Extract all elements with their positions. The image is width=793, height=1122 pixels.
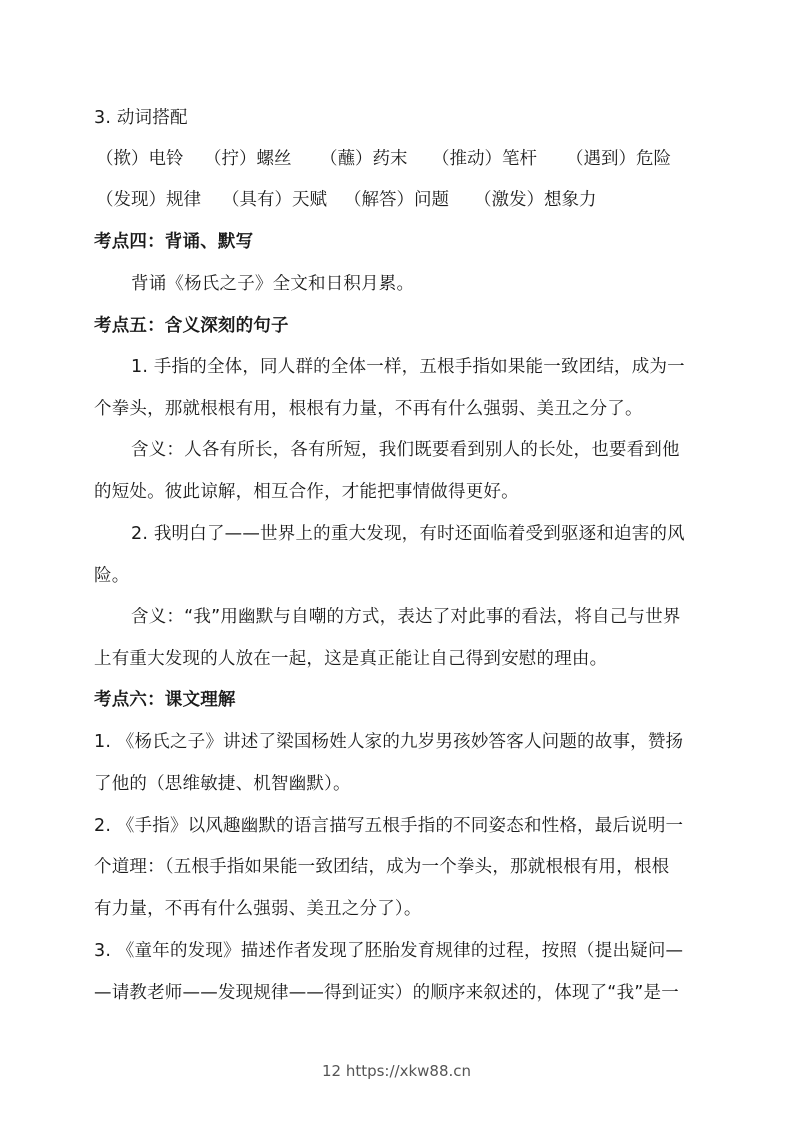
kaodian-6-item-2-line-2: 个道理：（五根手指如果能一致团结，成为一个拳头，那就根根有用，根根 bbox=[94, 857, 670, 877]
kaodian-6-item-2-line-1: 2. 《手指》以风趣幽默的语言描写五根手指的不同姿态和性格，最后说明一 bbox=[94, 816, 684, 836]
verb-pair: （发现）规律 bbox=[96, 190, 201, 210]
heading-kaodian-5: 考点五：含义深刻的句子 bbox=[94, 316, 289, 336]
kaodian-5-meaning-2-line-2: 上有重大发现的人放在一起，这是真正能让自己得到安慰的理由。 bbox=[94, 649, 608, 669]
verb-pair: （推动）笔杆 bbox=[432, 149, 537, 169]
section-title-verb-pairs: 3. 动词搭配 bbox=[94, 108, 188, 128]
verb-pair: （遇到）危险 bbox=[566, 149, 671, 169]
verb-pair: （揿）电铃 bbox=[96, 149, 184, 169]
kaodian-5-meaning-1-line-2: 的短处。彼此谅解，相互合作，才能把事情做得更好。 bbox=[94, 482, 519, 502]
kaodian-5-meaning-2-line-1: 含义：“我”用幽默与自嘲的方式，表达了对此事的看法，将自己与世界 bbox=[131, 607, 681, 627]
kaodian-5-item-2-line-2: 险。 bbox=[94, 566, 130, 586]
kaodian-6-item-3-line-1: 3. 《童年的发现》描述作者发现了胚胎发育规律的过程，按照（提出疑问— bbox=[94, 941, 684, 961]
verb-pair: （拧）螺丝 bbox=[204, 149, 292, 169]
kaodian-6-item-3-line-2: —请教老师——发现规律——得到证实）的顺序来叙述的，体现了“我”是一 bbox=[94, 983, 679, 1003]
kaodian-6-item-1-line-2: 了他的（思维敏捷、机智幽默）。 bbox=[94, 774, 351, 794]
kaodian-5-meaning-1-line-1: 含义：人各有所长，各有所短，我们既要看到别人的长处，也要看到他 bbox=[131, 440, 680, 460]
verb-pair: （解答）问题 bbox=[344, 190, 449, 210]
kaodian-6-item-2-line-3: 有力量，不再有什么强弱、美丑之分了）。 bbox=[94, 899, 422, 919]
heading-kaodian-4: 考点四：背诵、默写 bbox=[94, 232, 254, 252]
page-footer: 12 https://xkw88.cn bbox=[321, 1062, 472, 1080]
verb-pair: （具有）天赋 bbox=[222, 190, 327, 210]
verb-pair: （蘸）药末 bbox=[320, 149, 408, 169]
verb-pair: （激发）想象力 bbox=[474, 190, 597, 210]
kaodian-5-item-2-line-1: 2. 我明白了——世界上的重大发现，有时还面临着受到驱逐和迫害的风 bbox=[131, 524, 685, 544]
kaodian-5-item-1-line-1: 1. 手指的全体，同人群的全体一样，五根手指如果能一致团结，成为一 bbox=[131, 357, 685, 377]
kaodian-4-body: 背诵《杨氏之子》全文和日积月累。 bbox=[131, 274, 415, 294]
heading-kaodian-6: 考点六：课文理解 bbox=[94, 690, 236, 710]
kaodian-5-item-1-line-2: 个拳头，那就根根有用，根根有力量，不再有什么强弱、美丑之分了。 bbox=[94, 399, 643, 419]
kaodian-6-item-1-line-1: 1. 《杨氏之子》讲述了梁国杨姓人家的九岁男孩妙答客人问题的故事，赞扬 bbox=[94, 732, 684, 752]
